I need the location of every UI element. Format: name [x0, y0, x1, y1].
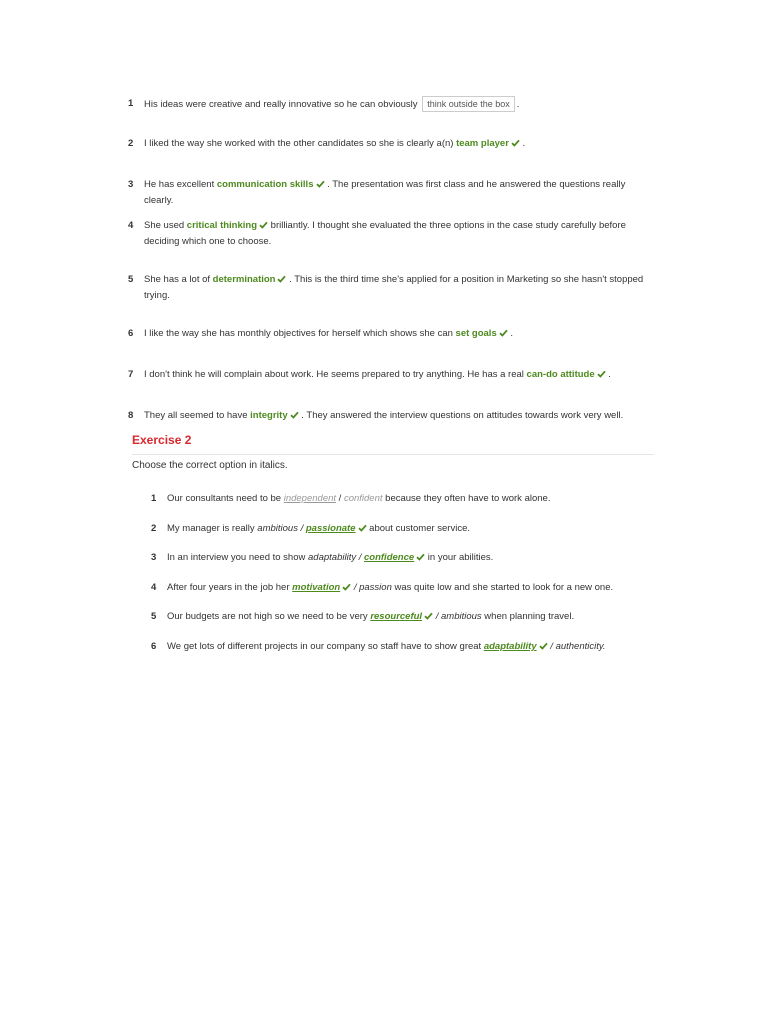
sentence-start: My manager is really	[167, 523, 258, 534]
exercise-2-item	[151, 550, 676, 566]
option-2[interactable]: confident	[343, 493, 383, 504]
option-1[interactable]: ambitious	[257, 523, 298, 534]
option-2-correct[interactable]: confidence	[364, 552, 415, 563]
item-number: 5	[128, 274, 134, 285]
item-number: 4	[128, 220, 134, 231]
exercise-1-item	[128, 136, 653, 152]
option-2[interactable]: ambitious	[441, 611, 482, 622]
sentence-start: He has excellent	[144, 179, 217, 190]
exercise-2-item	[151, 580, 676, 596]
correct-answer: can-do attitude	[526, 369, 595, 380]
sentence-end: because they often have to work alone.	[382, 493, 551, 504]
item-text	[167, 491, 676, 507]
sentence-start: They all seemed to have	[144, 410, 251, 421]
sentence-end: in your abilities.	[427, 552, 494, 563]
option-separator: /	[353, 582, 360, 593]
item-number: 4	[151, 582, 157, 593]
item-number: 3	[128, 179, 134, 190]
exercise-1-item	[128, 408, 653, 424]
item-text	[144, 272, 653, 304]
exercise-1-item	[128, 367, 653, 383]
item-text	[167, 580, 676, 596]
correct-answer: set goals	[455, 328, 497, 339]
item-number: 3	[151, 552, 157, 563]
check-icon	[316, 180, 325, 188]
sentence-end: . This is the third time she's applied for a position in Marketing so she hasn't stopped trying.	[144, 274, 644, 301]
item-text	[167, 550, 676, 566]
sentence-start: She used	[144, 220, 187, 231]
sentence-start: In an interview you need to show	[167, 552, 309, 563]
exercise-2-item	[151, 639, 676, 655]
sentence-end: .	[522, 138, 526, 149]
sentence-end: .	[608, 369, 611, 380]
sentence-end: about customer service.	[369, 523, 471, 534]
item-text	[144, 136, 653, 152]
check-icon	[416, 553, 425, 561]
exercise-1-item	[128, 177, 653, 209]
option-1[interactable]: adaptability	[308, 552, 357, 563]
item-text	[144, 218, 653, 250]
exercise-2-instruction: Choose the correct option in italics.	[132, 460, 288, 471]
option-2[interactable]: authenticity	[555, 641, 603, 652]
exercise-2-item	[151, 491, 676, 507]
option-2[interactable]: passion	[359, 582, 392, 593]
check-icon	[597, 370, 606, 378]
item-text	[167, 521, 676, 537]
check-icon	[342, 583, 351, 591]
check-icon	[539, 642, 548, 650]
answer-field[interactable]: think outside the box	[422, 96, 515, 112]
sentence-end: .	[602, 641, 606, 652]
item-number: 6	[151, 641, 157, 652]
item-text	[167, 639, 676, 655]
option-1-correct[interactable]: adaptability	[483, 641, 537, 652]
item-number: 2	[128, 138, 134, 149]
item-number: 2	[151, 523, 157, 534]
option-1[interactable]: independent	[283, 493, 337, 504]
sentence-end: when planning travel.	[481, 611, 575, 622]
option-1-correct[interactable]: motivation	[292, 582, 341, 593]
check-icon	[259, 221, 268, 229]
exercise-2-item	[151, 521, 676, 537]
check-icon	[277, 275, 286, 283]
item-number: 8	[128, 410, 134, 421]
exercise-1-item	[128, 326, 653, 342]
sentence-end: .	[510, 328, 514, 339]
sentence-end: brilliantly. I thought she evaluated the three options in the case study carefully before deciding which one to choose.	[144, 220, 626, 247]
check-icon	[424, 612, 433, 620]
sentence-end: was quite low and she started to look for a new one.	[391, 582, 614, 593]
exercise-1-item	[128, 96, 653, 113]
sentence-end: . The presentation was first class and he answered the questions really clearly.	[144, 179, 626, 206]
correct-answer: integrity	[250, 410, 288, 421]
item-text	[144, 177, 653, 209]
check-icon	[499, 329, 508, 337]
sentence-start: After four years in the job her	[167, 582, 293, 593]
sentence-start: I like the way she has monthly objectives for herself which shows she can	[144, 328, 456, 339]
option-separator: /	[435, 611, 441, 622]
divider	[132, 454, 654, 455]
option-2-correct[interactable]: passionate	[305, 523, 356, 534]
sentence-start: His ideas were creative and really innovative so he can obviously	[144, 99, 421, 110]
item-text	[144, 408, 653, 424]
check-icon	[511, 139, 520, 147]
option-separator: /	[297, 523, 306, 534]
sentence-start: I don't think he will complain about work. He seems prepared to try anything. He has a real	[144, 369, 527, 380]
option-1-correct[interactable]: resourceful	[370, 611, 423, 622]
check-icon	[290, 411, 299, 419]
item-text	[167, 609, 676, 625]
item-text	[144, 326, 653, 342]
item-number: 1	[128, 98, 134, 109]
item-number: 6	[128, 328, 134, 339]
item-text	[144, 367, 653, 383]
option-separator: /	[356, 552, 364, 563]
sentence-end: .	[516, 99, 520, 110]
item-number: 1	[151, 493, 157, 504]
option-separator: /	[550, 641, 556, 652]
correct-answer: critical thinking	[186, 220, 258, 231]
sentence-start: I liked the way she worked with the other candidates so she is clearly a(n)	[144, 138, 457, 149]
correct-answer: communication skills	[216, 179, 314, 190]
sentence-start: Our budgets are not high so we need to be very	[167, 611, 371, 622]
sentence-end: . They answered the interview questions on attitudes towards work very well.	[301, 410, 624, 421]
exercise-1-item	[128, 272, 653, 304]
option-separator: /	[336, 493, 344, 504]
correct-answer: determination	[212, 274, 276, 285]
exercise-2-title: Exercise 2	[132, 433, 192, 447]
item-number: 7	[128, 369, 134, 380]
check-icon	[358, 524, 367, 532]
item-text	[144, 96, 653, 113]
correct-answer: team player	[456, 138, 509, 149]
exercise-2-item	[151, 609, 676, 625]
sentence-start: We get lots of different projects in our company so staff have to show great	[167, 641, 484, 652]
exercise-1-item	[128, 218, 653, 250]
sentence-start: She has a lot of	[144, 274, 213, 285]
item-number: 5	[151, 611, 157, 622]
sentence-start: Our consultants need to be	[167, 493, 284, 504]
